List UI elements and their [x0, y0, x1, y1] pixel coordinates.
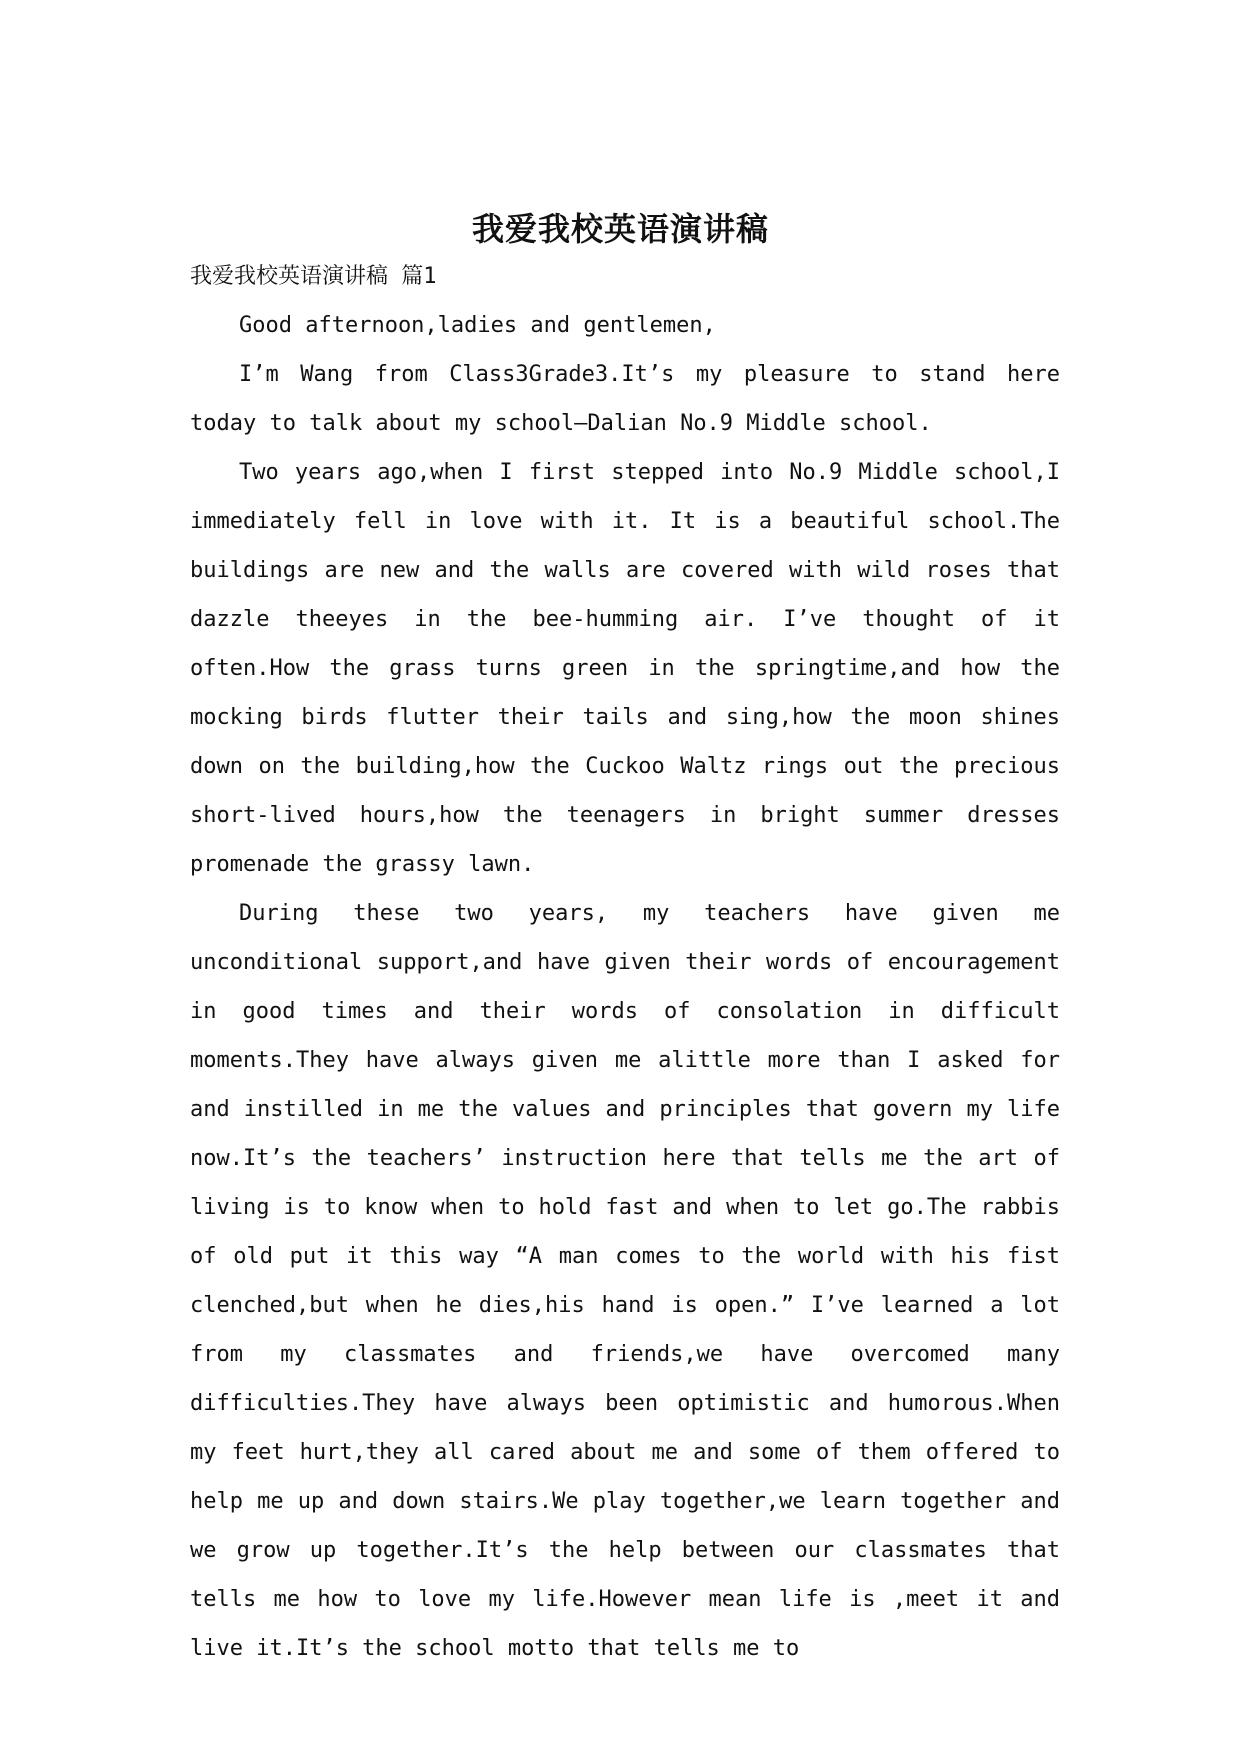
- document-title: 我爱我校英语演讲稿: [471, 210, 769, 249]
- paragraph-introduction: I’m Wang from Class3Grade3.It’s my pleasure to stand here today to talk about my school—Dalian No.9 Middle school.: [190, 362, 1060, 436]
- document-body: [190, 252, 1060, 1673]
- paragraph-teachers-and-classmates: During these two years, my teachers have given me unconditional support,and have given their words of encouragement in good times and their words of consolation in difficult moments.They have always given me alittle more than I asked for and instilled in me the values and principles that govern my life now.It’s the teachers’ instruction here that tells me the art of living is to know when to hold fast and when to let go.The rabbis of old put it this way “A man comes to the world with his fist clenched,but when he dies,his hand is open.” I’ve learned a lot from my classmates and friends,we have overcomed many difficulties.They have always been optimistic and humorous.When my feet hurt,they all cared about me and some of them offered to help me up and down stairs.We play together,we learn together and we grow up together.It’s the help between our classmates that tells me how to love my life.However mean life is ,meet it and live it.It’s the school motto that tells me to: [190, 901, 1060, 1661]
- paragraph-greeting: Good afternoon,ladies and gentlemen,: [239, 313, 716, 338]
- section-heading: 我爱我校英语演讲稿 篇1: [190, 264, 437, 289]
- paragraph-school-description: Two years ago,when I first stepped into No.9 Middle school,I immediately fell in love with it. It is a beautiful school.The buildings are new and the walls are covered with wild roses that dazzle theeyes in the bee-humming air. I’ve thought of it often.How the grass turns green in the springtime,and how the mocking birds flutter their tails and sing,how the moon shines down on the building,how the Cuckoo Waltz rings out the precious short-lived hours,how the teenagers in bright summer dresses promenade the grassy lawn.: [190, 460, 1060, 877]
